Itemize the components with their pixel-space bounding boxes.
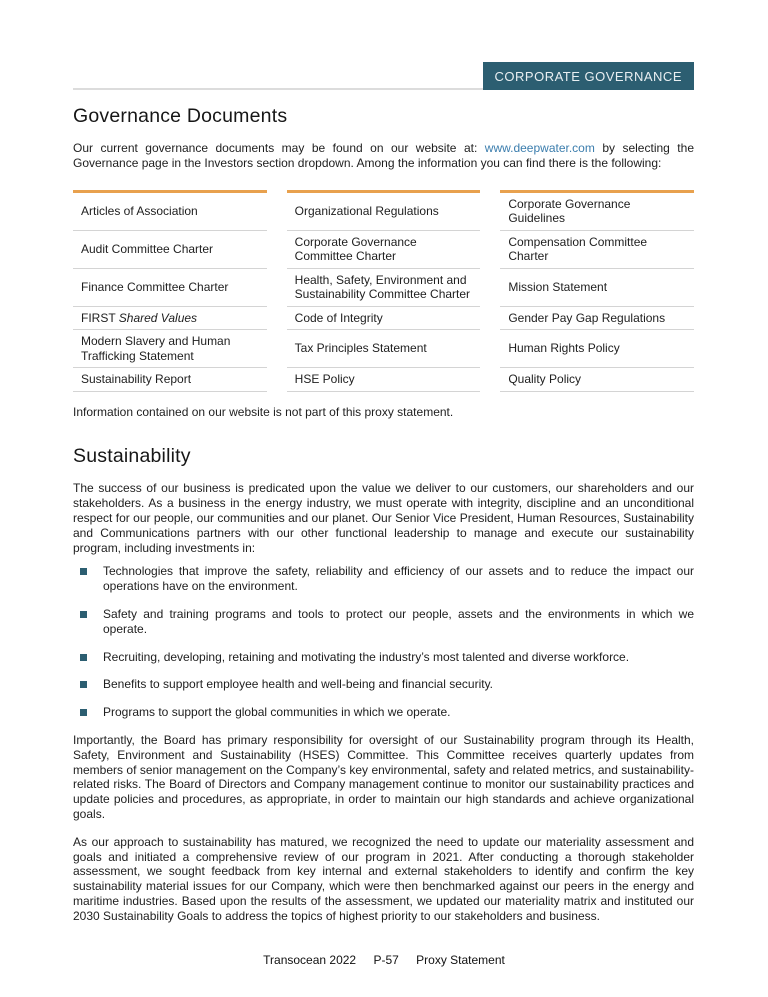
square-bullet-icon xyxy=(80,709,87,716)
governance-doc-cell: Compensation Committee Charter xyxy=(500,231,694,269)
sustainability-paragraph-1: The success of our business is predicated upon the value we deliver to our customers, our shareholders and our stakeholders. As a business in the energy industry, we must operate with integrity, discipline and an unconditional respect for our people, our communities and our planet. Our Senior Vice President, Human Resources, Sustainability and Communications partners with our other functional leadership to manage and execute our sustainability program, including investments in: xyxy=(73,481,694,555)
page-content xyxy=(73,0,694,924)
intro-text-before-link: Our current governance documents may be found on our website at: xyxy=(73,141,485,155)
bullet-text: Safety and training programs and tools to protect our people, assets and the environments in which we operate. xyxy=(103,606,694,636)
sustainability-bullet-item xyxy=(73,650,694,665)
footer-page-number: P-57 xyxy=(373,953,399,967)
governance-doc-cell: Organizational Regulations xyxy=(287,190,481,231)
deepwater-website-link[interactable]: www.deepwater.com xyxy=(484,141,595,155)
section-tag-badge xyxy=(483,62,694,90)
governance-table xyxy=(73,190,694,392)
sustainability-bullet-item xyxy=(73,677,694,692)
footer-doc-name: Proxy Statement xyxy=(416,953,505,967)
sustainability-bullet-item xyxy=(73,607,694,637)
bullet-text: Recruiting, developing, retaining and motivating the industry’s most talented and diverse workforce. xyxy=(103,649,630,664)
governance-intro-paragraph xyxy=(73,141,694,171)
square-bullet-icon xyxy=(80,681,87,688)
governance-doc-cell: Mission Statement xyxy=(500,269,694,307)
bullet-text: Technologies that improve the safety, reliability and efficiency of our assets and to reduce the impact our operations have on the environment. xyxy=(103,564,694,594)
governance-doc-cell: Articles of Association xyxy=(73,190,267,231)
governance-doc-cell: Code of Integrity xyxy=(287,307,481,331)
sustainability-paragraph-3: As our approach to sustainability has matured, we recognized the need to update our materiality assessment and goals and initiated a comprehensive review of our program in 2021. After conducting a thorough stakeholder assessment, we sought feedback from key internal and external stakeholders to identify and confirm the key sustainability material issues for our Company, which were then benchmarked against our peers in the energy and maritime industries. Based upon the results of the assessment, we updated our materiality matrix and instituted our 2030 Sustainability Goals to address the topics of highest priority to our stakeholders and business. xyxy=(73,834,694,923)
governance-documents-title: Governance Documents xyxy=(73,105,288,127)
governance-doc-cell: Finance Committee Charter xyxy=(73,269,267,307)
sustainability-paragraph-2: Importantly, the Board has primary responsibility for oversight of our Sustainability program through its Health, Safety, Environment and Sustainability (HSES) Committee. This Committee receives quarterly updates from members of senior management on the Company’s key environmental, safety and related metrics, and sustainability-related risks. The Board of Directors and Company management continue to monitor our sustainability practices and update policies and procedures, as appropriate, in order to maintain our high standards and achieve organizational goals. xyxy=(73,732,694,821)
square-bullet-icon xyxy=(80,611,87,618)
bullet-text: Programs to support the global communities in which we operate. xyxy=(103,705,451,720)
governance-doc-cell: Audit Committee Charter xyxy=(73,231,267,269)
governance-doc-cell: Tax Principles Statement xyxy=(287,330,481,368)
sustainability-bullet-list xyxy=(73,564,694,720)
square-bullet-icon xyxy=(80,654,87,661)
website-disclaimer-note: Information contained on our website is not part of this proxy statement. xyxy=(73,404,454,419)
intro-text-after-link: by selecting the Governance page in the Investors section dropdown. Among the information you can find there is the following: xyxy=(73,141,694,170)
square-bullet-icon xyxy=(80,568,87,575)
governance-doc-cell: Human Rights Policy xyxy=(500,330,694,368)
governance-doc-cell: Sustainability Report xyxy=(73,368,267,392)
governance-doc-cell: Corporate Governance Committee Charter xyxy=(287,231,481,269)
page-header-rule xyxy=(73,62,694,90)
sustainability-title: Sustainability xyxy=(73,445,191,468)
bullet-text: Benefits to support employee health and well-being and financial security. xyxy=(103,677,494,692)
page-footer xyxy=(0,953,768,967)
governance-doc-cell: Health, Safety, Environment and Sustainability Committee Charter xyxy=(287,269,481,307)
governance-doc-cell: Gender Pay Gap Regulations xyxy=(500,307,694,331)
governance-doc-cell: Quality Policy xyxy=(500,368,694,392)
footer-brand: Transocean 2022 xyxy=(263,953,357,967)
governance-doc-cell: FIRST Shared Values xyxy=(73,307,267,331)
sustainability-bullet-item xyxy=(73,705,694,720)
section-tag-label: CORPORATE GOVERNANCE xyxy=(494,68,682,84)
sustainability-bullet-item xyxy=(73,564,694,594)
governance-doc-cell: HSE Policy xyxy=(287,368,481,392)
governance-doc-cell: Corporate Governance Guidelines xyxy=(500,190,694,231)
governance-doc-cell: Modern Slavery and Human Trafficking Statement xyxy=(73,330,267,368)
